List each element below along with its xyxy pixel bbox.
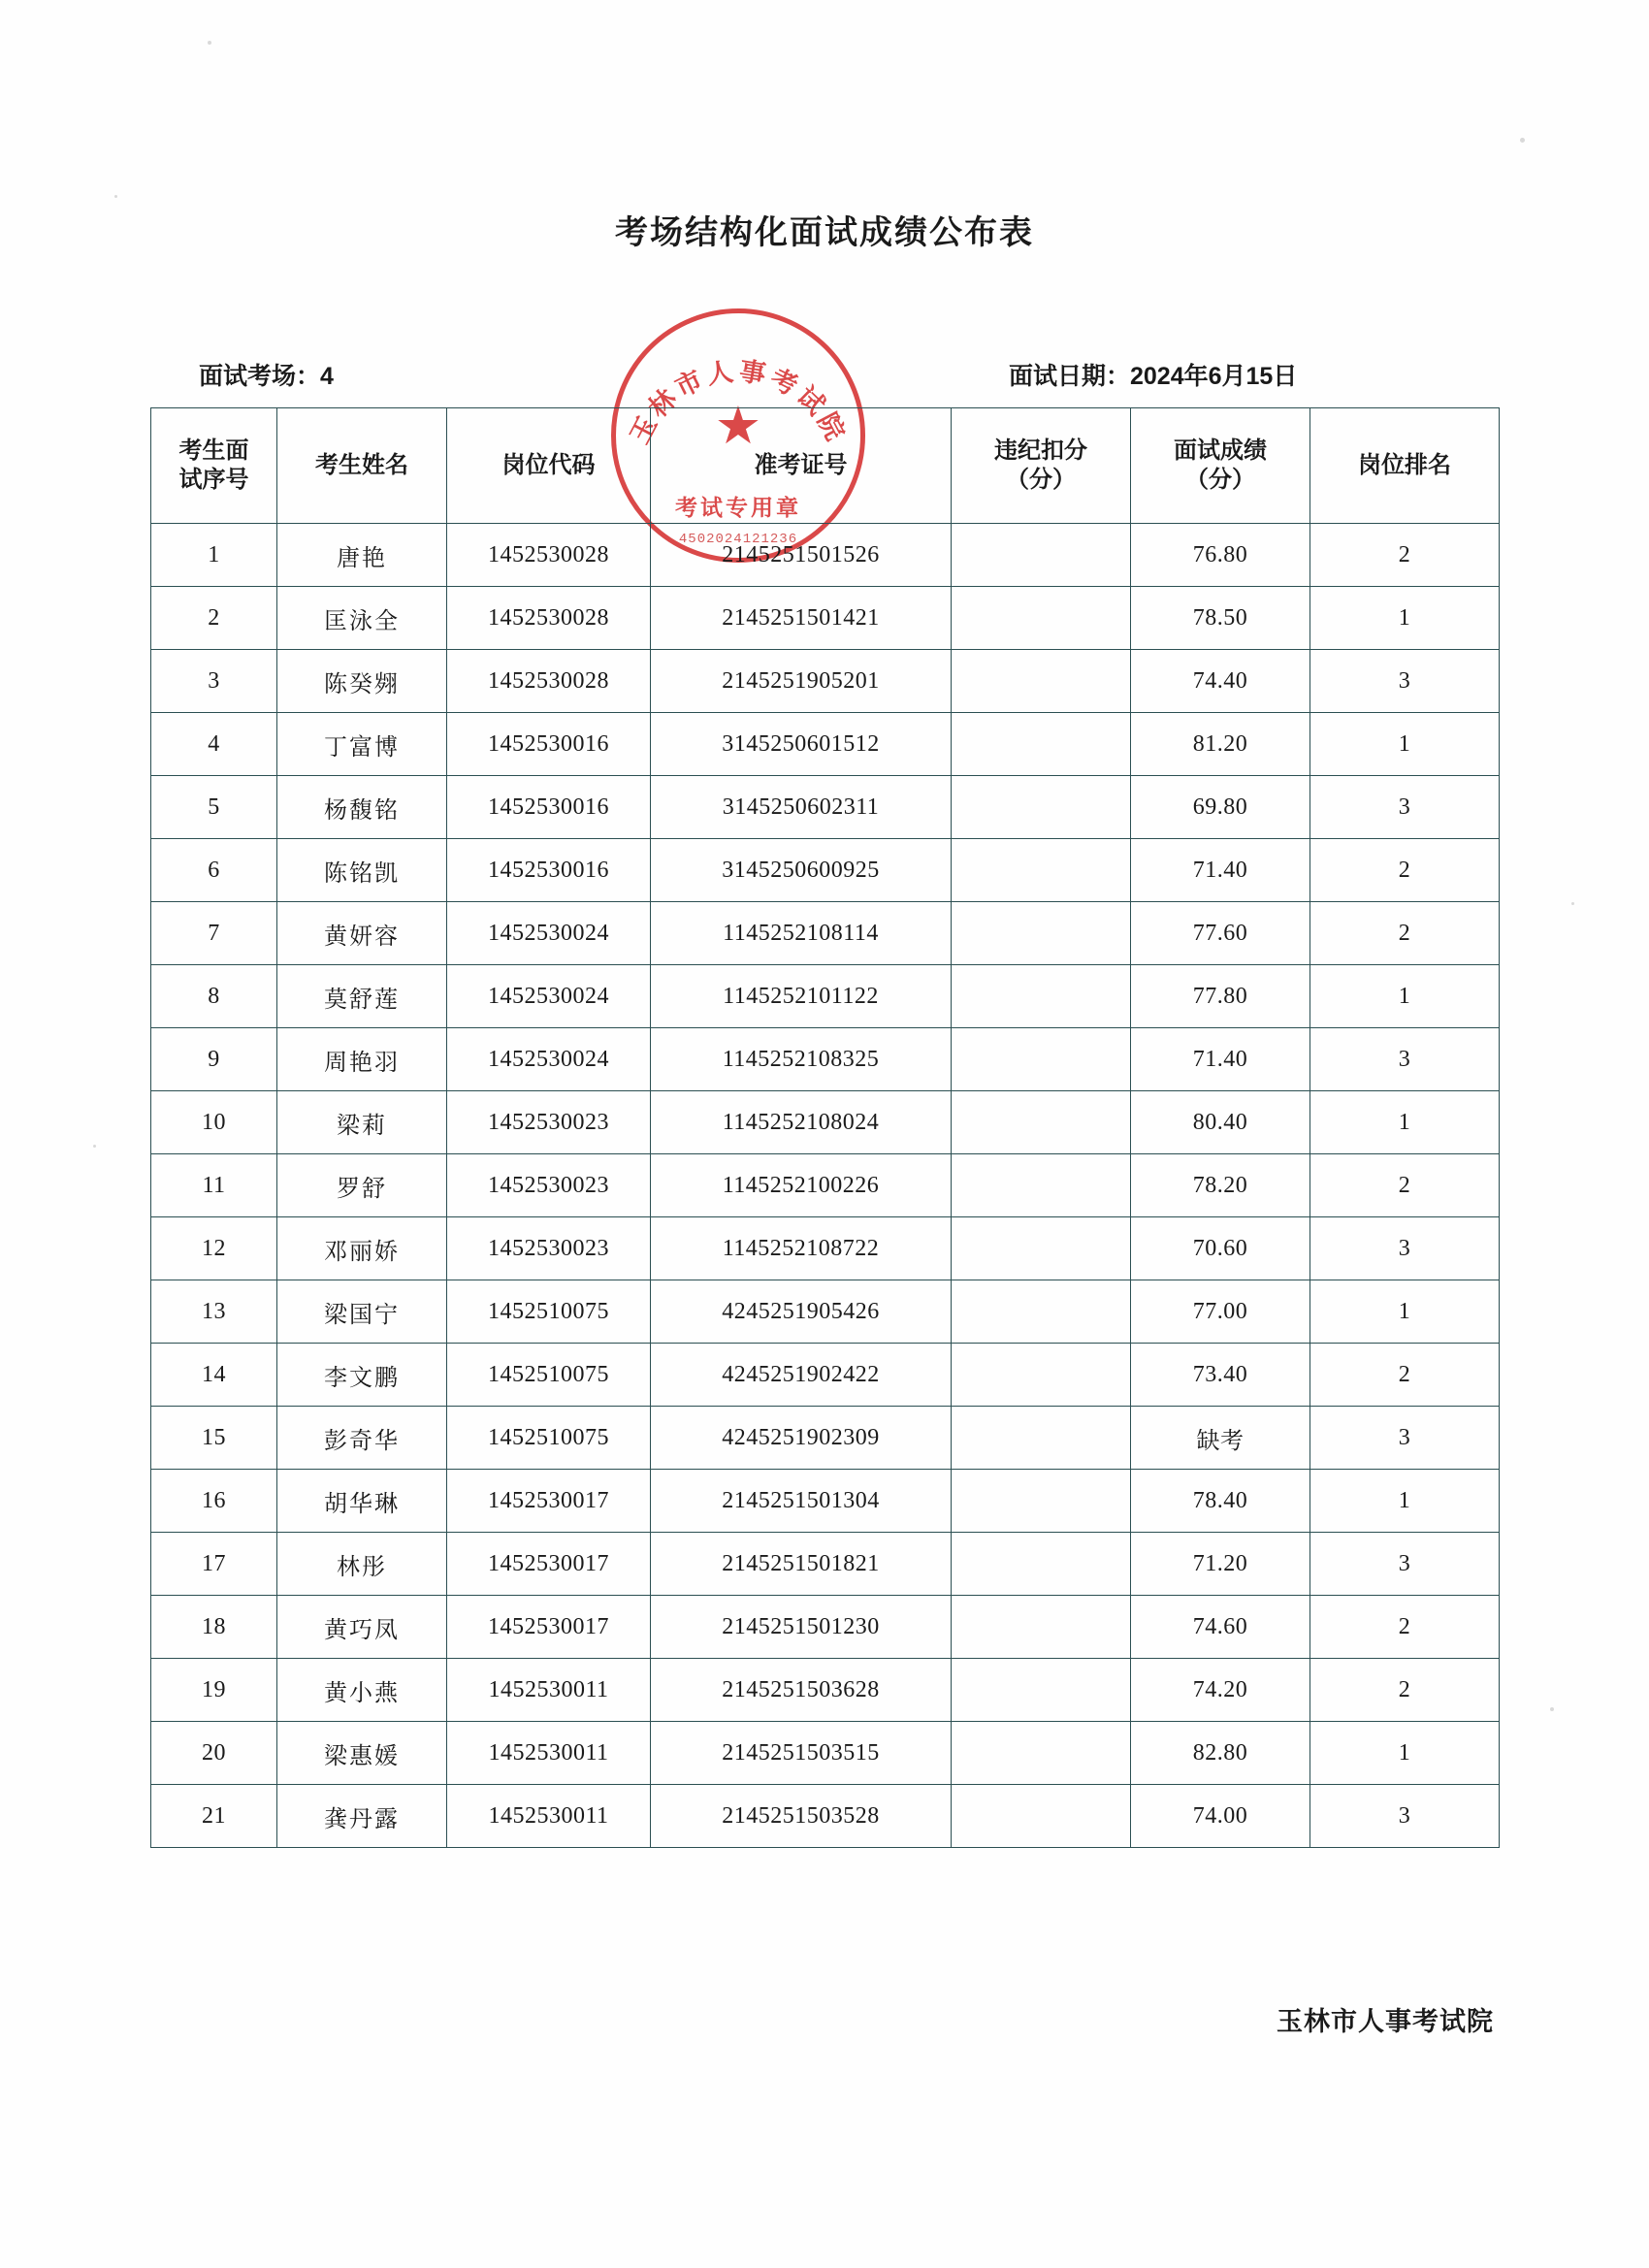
admission-number: 2145251905201 — [651, 650, 952, 713]
table-row — [151, 1785, 1500, 1848]
candidate-seq: 15 — [151, 1407, 277, 1470]
candidate-seq: 13 — [151, 1280, 277, 1344]
admission-number: 4245251902309 — [651, 1407, 952, 1470]
candidate-name: 梁莉 — [277, 1091, 447, 1154]
interview-score: 78.40 — [1131, 1470, 1310, 1533]
interview-score: 80.40 — [1131, 1091, 1310, 1154]
candidate-name: 龚丹露 — [277, 1785, 447, 1848]
table-row — [151, 1596, 1500, 1659]
candidate-name: 胡华琳 — [277, 1470, 447, 1533]
candidate-seq: 7 — [151, 902, 277, 965]
interview-score: 77.60 — [1131, 902, 1310, 965]
candidate-seq: 11 — [151, 1154, 277, 1217]
candidate-name: 梁国宁 — [277, 1280, 447, 1344]
post-rank: 2 — [1310, 839, 1500, 902]
interview-date-label: 面试日期：2024年6月15日 — [1009, 363, 1298, 390]
admission-number: 2145251501821 — [651, 1533, 952, 1596]
candidate-name: 杨馥铭 — [277, 776, 447, 839]
post-code: 1452510075 — [447, 1407, 651, 1470]
candidate-seq: 12 — [151, 1217, 277, 1280]
post-rank: 3 — [1310, 1533, 1500, 1596]
deduction-score — [952, 1280, 1131, 1344]
candidate-seq: 4 — [151, 713, 277, 776]
deduction-score — [952, 1533, 1131, 1596]
admission-number: 4245251902422 — [651, 1344, 952, 1407]
deduction-score — [952, 1659, 1131, 1722]
column-header-name: 考生姓名 — [277, 408, 447, 524]
admission-number: 2145251501230 — [651, 1596, 952, 1659]
deduction-score — [952, 650, 1131, 713]
post-rank: 3 — [1310, 1028, 1500, 1091]
candidate-name: 唐艳 — [277, 524, 447, 587]
table-body — [151, 524, 1500, 1848]
candidate-name: 陈癸翙 — [277, 650, 447, 713]
column-header-seq-line1: 考生面 — [178, 437, 249, 464]
admission-number: 2145251501526 — [651, 524, 952, 587]
post-rank: 3 — [1310, 1407, 1500, 1470]
table-row — [151, 650, 1500, 713]
post-code: 1452530023 — [447, 1091, 651, 1154]
column-header-score-line1: 面试成绩 — [1174, 437, 1267, 464]
table-row — [151, 839, 1500, 902]
table-row — [151, 1533, 1500, 1596]
column-header-post-code: 岗位代码 — [447, 408, 651, 524]
interview-score: 73.40 — [1131, 1344, 1310, 1407]
post-code: 1452530016 — [447, 839, 651, 902]
interview-score: 78.20 — [1131, 1154, 1310, 1217]
post-code: 1452530024 — [447, 902, 651, 965]
candidate-seq: 19 — [151, 1659, 277, 1722]
candidate-seq: 20 — [151, 1722, 277, 1785]
column-header-rank: 岗位排名 — [1310, 408, 1500, 524]
deduction-score — [952, 1028, 1131, 1091]
post-rank: 1 — [1310, 587, 1500, 650]
paper-speck — [114, 195, 117, 198]
post-rank: 1 — [1310, 1280, 1500, 1344]
table-row — [151, 776, 1500, 839]
admission-number: 1145252108114 — [651, 902, 952, 965]
table-row — [151, 1217, 1500, 1280]
post-code: 1452530017 — [447, 1470, 651, 1533]
paper-speck — [1520, 138, 1525, 143]
post-code: 1452530016 — [447, 776, 651, 839]
candidate-seq: 2 — [151, 587, 277, 650]
interview-score: 71.40 — [1131, 1028, 1310, 1091]
post-code: 1452530023 — [447, 1217, 651, 1280]
admission-number: 3145250602311 — [651, 776, 952, 839]
post-rank: 1 — [1310, 1722, 1500, 1785]
interview-score: 70.60 — [1131, 1217, 1310, 1280]
table-row — [151, 1280, 1500, 1344]
post-rank: 3 — [1310, 1217, 1500, 1280]
candidate-seq: 16 — [151, 1470, 277, 1533]
candidate-seq: 5 — [151, 776, 277, 839]
table-row — [151, 965, 1500, 1028]
candidate-name: 彭奇华 — [277, 1407, 447, 1470]
admission-number: 3145250601512 — [651, 713, 952, 776]
candidate-name: 黄妍容 — [277, 902, 447, 965]
deduction-score — [952, 1470, 1131, 1533]
candidate-name: 匡泳全 — [277, 587, 447, 650]
table-row — [151, 524, 1500, 587]
post-code: 1452530011 — [447, 1722, 651, 1785]
seal-code-label: 4502024121236 — [678, 532, 798, 547]
deduction-score — [952, 1785, 1131, 1848]
candidate-seq: 21 — [151, 1785, 277, 1848]
admission-number: 2145251501421 — [651, 587, 952, 650]
candidate-seq: 8 — [151, 965, 277, 1028]
candidate-seq: 3 — [151, 650, 277, 713]
post-code: 1452530028 — [447, 650, 651, 713]
candidate-name: 周艳羽 — [277, 1028, 447, 1091]
interview-score: 81.20 — [1131, 713, 1310, 776]
page-title: 考场结构化面试成绩公布表 — [615, 214, 1034, 251]
candidate-name: 黄巧凤 — [277, 1596, 447, 1659]
admission-number: 2145251501304 — [651, 1470, 952, 1533]
interview-score: 74.40 — [1131, 650, 1310, 713]
post-rank: 3 — [1310, 776, 1500, 839]
column-header-admission-number: 准考证号 — [651, 408, 952, 524]
column-header-deduction-line2: （分） — [1006, 467, 1076, 493]
interview-score: 76.80 — [1131, 524, 1310, 587]
post-rank: 2 — [1310, 902, 1500, 965]
candidate-name: 梁惠媛 — [277, 1722, 447, 1785]
candidate-seq: 14 — [151, 1344, 277, 1407]
column-header-seq-line2: 试序号 — [178, 467, 249, 493]
candidate-name: 邓丽娇 — [277, 1217, 447, 1280]
paper-speck — [208, 41, 211, 45]
table-row — [151, 1470, 1500, 1533]
post-code: 1452530016 — [447, 713, 651, 776]
table-header — [151, 408, 1500, 524]
candidate-name: 林彤 — [277, 1533, 447, 1596]
table-row — [151, 1091, 1500, 1154]
interview-score: 74.20 — [1131, 1659, 1310, 1722]
admission-number: 3145250600925 — [651, 839, 952, 902]
interview-score: 77.00 — [1131, 1280, 1310, 1344]
deduction-score — [952, 1407, 1131, 1470]
deduction-score — [952, 1217, 1131, 1280]
post-rank: 2 — [1310, 1154, 1500, 1217]
candidate-seq: 17 — [151, 1533, 277, 1596]
table-header-row — [151, 408, 1500, 524]
candidate-name: 陈铭凯 — [277, 839, 447, 902]
admission-number: 2145251503628 — [651, 1659, 952, 1722]
candidate-name: 李文鹏 — [277, 1344, 447, 1407]
post-code: 1452530017 — [447, 1533, 651, 1596]
interview-score: 77.80 — [1131, 965, 1310, 1028]
candidate-seq: 9 — [151, 1028, 277, 1091]
deduction-score — [952, 1722, 1131, 1785]
deduction-score — [952, 776, 1131, 839]
paper-speck — [1571, 902, 1574, 905]
interview-score: 71.20 — [1131, 1533, 1310, 1596]
post-code: 1452510075 — [447, 1344, 651, 1407]
candidate-seq: 18 — [151, 1596, 277, 1659]
table-row — [151, 1407, 1500, 1470]
deduction-score — [952, 1596, 1131, 1659]
paper-speck — [93, 1145, 96, 1148]
candidate-seq: 6 — [151, 839, 277, 902]
candidate-seq: 1 — [151, 524, 277, 587]
table-row — [151, 1344, 1500, 1407]
post-code: 1452530017 — [447, 1596, 651, 1659]
candidate-name: 丁富博 — [277, 713, 447, 776]
seal-bottom-label: 考试专用章 — [675, 495, 801, 520]
interview-score: 78.50 — [1131, 587, 1310, 650]
post-rank: 2 — [1310, 1659, 1500, 1722]
table-row — [151, 1659, 1500, 1722]
post-code: 1452530028 — [447, 587, 651, 650]
deduction-score — [952, 1154, 1131, 1217]
post-rank: 3 — [1310, 650, 1500, 713]
table-row — [151, 1028, 1500, 1091]
deduction-score — [952, 1344, 1131, 1407]
candidate-seq: 10 — [151, 1091, 277, 1154]
interview-score: 82.80 — [1131, 1722, 1310, 1785]
table-row — [151, 713, 1500, 776]
post-rank: 1 — [1310, 965, 1500, 1028]
table-row — [151, 587, 1500, 650]
admission-number: 1145252108722 — [651, 1217, 952, 1280]
admission-number: 2145251503515 — [651, 1722, 952, 1785]
post-code: 1452530024 — [447, 1028, 651, 1091]
post-rank: 1 — [1310, 713, 1500, 776]
admission-number: 2145251503528 — [651, 1785, 952, 1848]
candidate-name: 莫舒莲 — [277, 965, 447, 1028]
interview-score: 74.00 — [1131, 1785, 1310, 1848]
column-header-score-line2: （分） — [1185, 467, 1255, 493]
deduction-score — [952, 524, 1131, 587]
post-code: 1452530028 — [447, 524, 651, 587]
deduction-score — [952, 713, 1131, 776]
post-rank: 2 — [1310, 1596, 1500, 1659]
post-rank: 1 — [1310, 1091, 1500, 1154]
deduction-score — [952, 1091, 1131, 1154]
footer-organization: 玉林市人事考试院 — [1277, 2007, 1494, 2036]
column-header-score — [1131, 408, 1310, 524]
post-rank: 2 — [1310, 524, 1500, 587]
column-header-seq — [151, 408, 277, 524]
post-rank: 3 — [1310, 1785, 1500, 1848]
seal-arc-label: 玉林市人事考试院 — [625, 356, 852, 449]
interview-score: 71.40 — [1131, 839, 1310, 902]
seal-star-icon: ★ — [714, 396, 762, 455]
admission-number: 1145252108024 — [651, 1091, 952, 1154]
paper-speck — [1550, 1707, 1554, 1711]
interview-score: 缺考 — [1131, 1407, 1310, 1470]
interview-room-label: 面试考场：4 — [199, 363, 334, 390]
column-header-deduction — [952, 408, 1131, 524]
table-row — [151, 1154, 1500, 1217]
deduction-score — [952, 902, 1131, 965]
post-rank: 1 — [1310, 1470, 1500, 1533]
interview-score: 69.80 — [1131, 776, 1310, 839]
meta-row — [0, 357, 1649, 396]
post-rank: 2 — [1310, 1344, 1500, 1407]
deduction-score — [952, 587, 1131, 650]
admission-number: 1145252108325 — [651, 1028, 952, 1091]
post-code: 1452530011 — [447, 1785, 651, 1848]
candidate-name: 黄小燕 — [277, 1659, 447, 1722]
grades-table — [150, 407, 1500, 1848]
admission-number: 4245251905426 — [651, 1280, 952, 1344]
table-row — [151, 902, 1500, 965]
post-code: 1452530024 — [447, 965, 651, 1028]
deduction-score — [952, 965, 1131, 1028]
candidate-name: 罗舒 — [277, 1154, 447, 1217]
post-code: 1452510075 — [447, 1280, 651, 1344]
admission-number: 1145252100226 — [651, 1154, 952, 1217]
deduction-score — [952, 839, 1131, 902]
admission-number: 1145252101122 — [651, 965, 952, 1028]
post-code: 1452530011 — [447, 1659, 651, 1722]
interview-score: 74.60 — [1131, 1596, 1310, 1659]
table-row — [151, 1722, 1500, 1785]
post-code: 1452530023 — [447, 1154, 651, 1217]
column-header-deduction-line1: 违纪扣分 — [994, 437, 1087, 464]
